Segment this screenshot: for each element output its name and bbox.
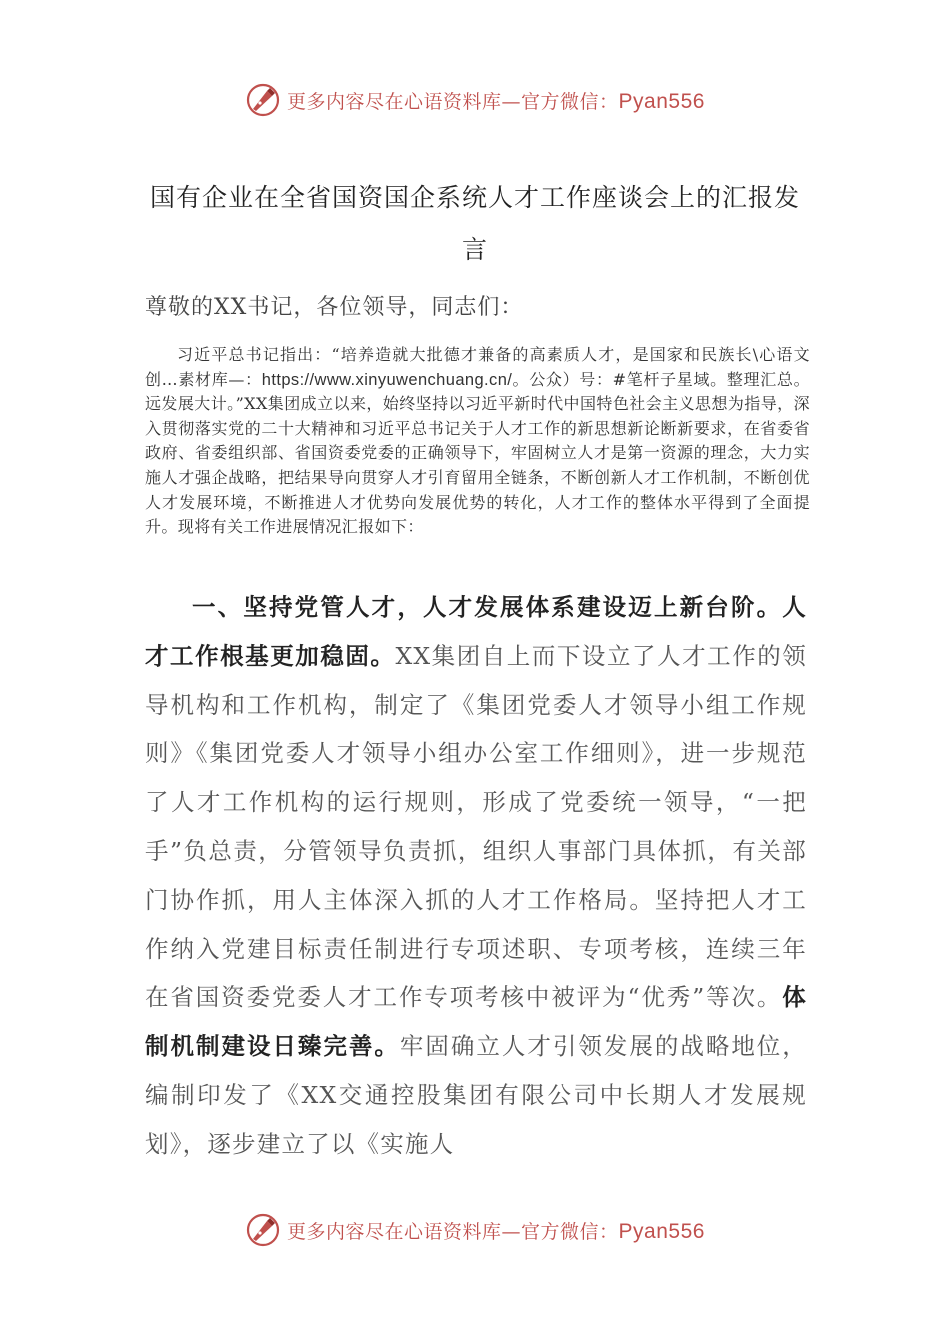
- document-title: 国有企业在全省国资国企系统人才工作座谈会上的汇报发言: [149, 183, 800, 264]
- pen-nib-logo-icon: [245, 82, 281, 118]
- subsection-title-1: 人才工作根基更加稳固。: [145, 593, 807, 670]
- subsection-text-2: 牢固确立人才引领发展的战略地位，编制印发了《XX交通控股集团有限公司中长期人才发展规划》，逐步建立了以《实施人: [145, 1032, 807, 1158]
- wechat-id: Pyan556: [618, 1219, 705, 1243]
- wechat-id: Pyan556: [618, 89, 705, 113]
- watermark-text: 更多内容尽在心语资料库—官方微信：Pyan556: [287, 89, 705, 113]
- watermark-banner-top: [0, 80, 950, 120]
- section-heading: 一、坚持党管人才，人才发展体系建设迈上新台阶。: [192, 593, 783, 621]
- subsection-text-1: XX集团自上而下设立了人才工作的领导机构和工作机构，制定了《集团党委人才领导小组工作规则》《集团党委人才领导小组办公室工作细则》，进一步规范了人才工作机构的运行规则，形成了党委统一领导，“一把手”负总责，分管领导负责抓，组织人事部门具体抓，有关部门协作抓，用人主体深入抓的人才工作格局。坚持把人才工作纳入党建目标责任制进行专项述职、专项考核，连续三年在省国资委党委人才工作专项考核中被评为“优秀”等次。: [145, 641, 807, 1012]
- watermark-banner-bottom: [0, 1210, 950, 1250]
- section-one-paragraph: [145, 583, 807, 1169]
- intro-paragraph: 习近平总书记指出：“培养造就大批德才兼备的高素质人才，是国家和民族长\心语文创…素材库—：https://www.xinyuwenchuang.cn/。公众）号：#笔杆子星域。整理汇总。远发展大计。”XX集团成立以来，始终坚持以习近平新时代中国特色社会主义思想为指导，深入贯彻落实党的二十大精神和习近平总书记关于人才工作的新思想新论断新要求，在省委省政府、省委组织部、省国资委党委的正确领导下，牢固树立人才是第一资源的理念，大力实施人才强企战略，把结果导向贯穿人才引育留用全链条，不断创新人才工作机制，不断创优人才发展环境，不断推进人才优势向发展优势的转化，人才工作的整体水平得到了全面提升。现将有关工作进展情况汇报如下：: [145, 345, 810, 537]
- watermark-text: 更多内容尽在心语资料库—官方微信：Pyan556: [287, 1219, 705, 1243]
- source-url: https://www.xinyuwenchuang.cn/: [261, 370, 513, 389]
- salutation: 尊敬的XX书记，各位领导，同志们：: [145, 295, 524, 320]
- pen-nib-logo-icon: [245, 1212, 281, 1248]
- subsection-title-2: 体制机制建设日臻完善。: [145, 983, 807, 1061]
